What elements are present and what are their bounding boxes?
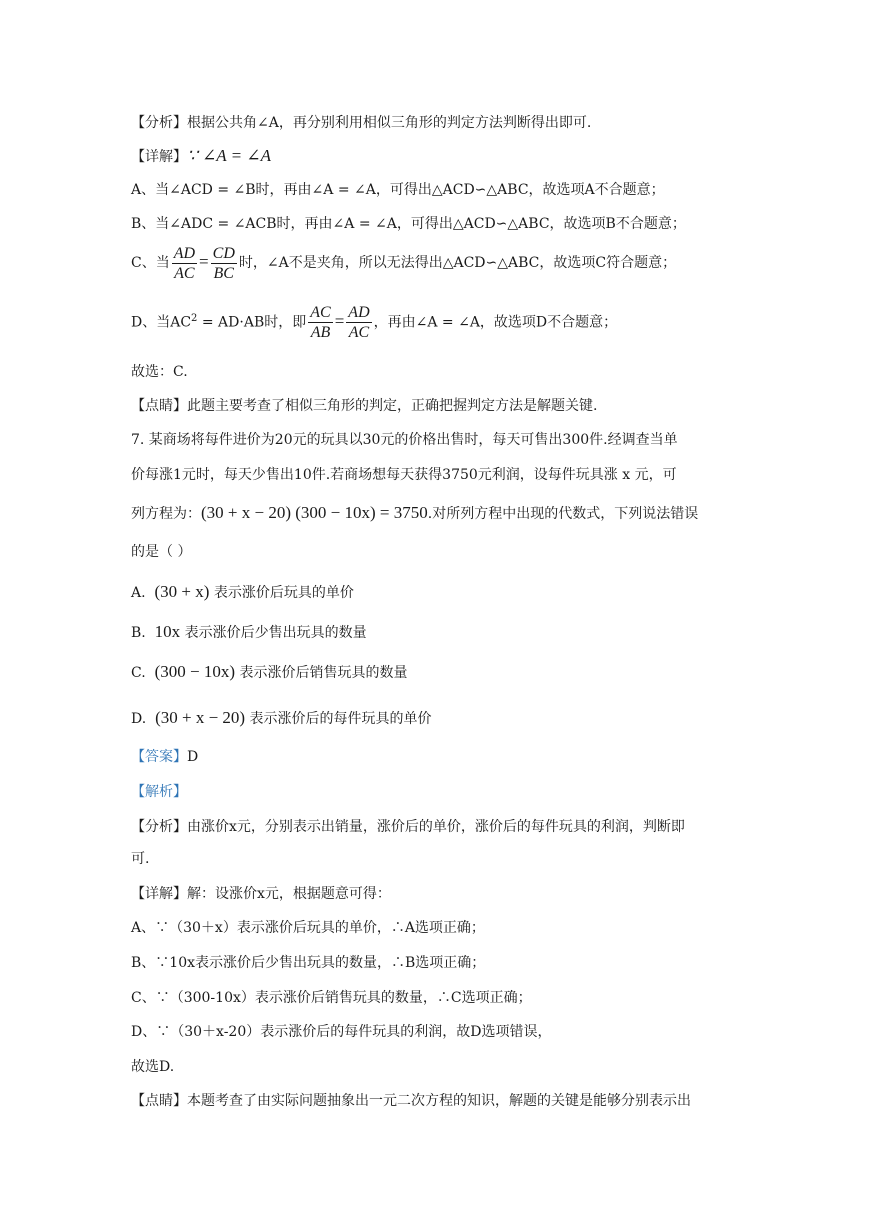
option-label: B. [131, 625, 146, 641]
option-d-prefix: D、当AC [131, 314, 192, 331]
option-expr: 10x [154, 622, 181, 641]
detail-line [131, 146, 741, 167]
fraction-ad-ac-2 [346, 303, 371, 342]
option-d [131, 708, 741, 729]
question-7-line3 [131, 503, 741, 524]
exponent: 2 [191, 313, 198, 324]
option-d-explain: D、当$AC^2 = AD\cdot AB$时，即 $\frac{AC}{AB}$ = $\frac{AD}{AC}$ ，再由∠A = ∠A，故选项D不合题意； [131, 304, 618, 342]
equation-suffix: .对所列方程中出现的代数式，下列说法错误 [427, 506, 699, 522]
step-b: B、∵10x表示涨价后少售出玩具的数量，∴B选项正确； [131, 955, 486, 971]
option-expr: (30 + x) [154, 582, 210, 601]
option-a [131, 582, 741, 603]
option-c-explain: C、当 $\frac{AD}{AC}$ = $\frac{CD}{BC}$ 时，∠A不是夹角，所以无法得出△ACD∽△ABC，故选项C符合题意； [131, 244, 677, 282]
fraction-ad-ac [172, 244, 197, 283]
step-a: A、∵（30＋x）表示涨价后玩具的单价，∴A选项正确； [131, 920, 485, 936]
fraction-numerator: AC [310, 304, 331, 322]
question-7-line4: 的是（ ） [131, 544, 192, 560]
fraction-denominator: AB [310, 324, 331, 342]
question-7-line2: 价每涨1元时，每天少售出10件.若商场想每天获得3750元利润，设每件玩具涨 x 元，可 [131, 467, 677, 483]
option-c-suffix: 时，∠A不是夹角，所以无法得出△ACD∽△ABC，故选项C符合题意； [238, 255, 677, 271]
question-7-line1: 7. 某商场将每件进价为20元的玩具以30元的价格出售时，每天可售出300件.经调查当单 [131, 432, 678, 448]
fraction-denominator: AC [174, 264, 195, 282]
analysis-line [131, 113, 741, 133]
option-a-explain: A、当∠ACD = ∠B时，再由∠A = ∠A，可得出△ACD∽△ABC，故选项A不合题意； [131, 182, 665, 198]
option-text: 表示涨价后销售玩具的数量 [239, 665, 408, 681]
analysis-label: 【分析】 [131, 819, 187, 835]
option-text: 表示涨价后少售出玩具的数量 [184, 625, 367, 641]
option-c [131, 662, 741, 683]
fraction-numerator: CD [212, 244, 235, 262]
detail-label: 【详解】 [131, 886, 187, 902]
option-expr: (30 + x − 20) [155, 708, 246, 727]
comment-label: 【点睛】 [131, 1093, 187, 1109]
option-d-mid: = AD·AB时，即 [197, 314, 307, 331]
equation-prefix: 列方程为： [131, 506, 201, 522]
equation: (30 + x − 20) (300 − 10x) = 3750 [201, 503, 428, 522]
option-expr: (300 − 10x) [154, 662, 235, 681]
comment-line [131, 396, 741, 416]
choose-2-line: 故选D. [131, 1059, 175, 1075]
analysis-2-line2: 可. [131, 851, 150, 867]
comment-2-line [131, 1091, 741, 1111]
fraction-numerator: AD [348, 304, 370, 322]
option-d-suffix: ，再由∠A = ∠A，故选项D不合题意； [373, 314, 618, 331]
option-label: D. [131, 711, 147, 727]
detail-2-line [131, 884, 741, 904]
step-c: C、∵（300-10x）表示涨价后销售玩具的数量，∴C选项正确； [131, 990, 532, 1006]
option-text: 表示涨价后玩具的单价 [213, 585, 354, 601]
fraction-denominator: BC [213, 264, 234, 282]
option-text: 表示涨价后的每件玩具的单价 [249, 711, 432, 727]
option-b-explain: B、当∠ADC = ∠ACB时，再由∠A = ∠A，可得出△ACD∽△ABC，故选项B不合题意； [131, 216, 686, 232]
answer-label: 【答案】 [131, 749, 187, 765]
detail-label: 【详解】 [131, 149, 187, 165]
fraction-ac-ab [308, 303, 332, 342]
choose-line: 故选：C. [131, 364, 188, 380]
answer-line [131, 747, 741, 767]
answer-value: D [187, 749, 199, 765]
comment-text: 本题考查了由实际问题抽象出一元二次方程的知识，解题的关键是能够分别表示出 [187, 1093, 691, 1109]
jiexi-label: 【解析】 [131, 784, 187, 800]
detail-text: ∵ ∠A = ∠A [187, 146, 271, 165]
comment-label: 【点睛】 [131, 398, 187, 414]
option-c-prefix: C、当 [131, 255, 170, 271]
analysis-label: 【分析】 [131, 115, 187, 131]
comment-text: 此题主要考查了相似三角形的判定，正确把握判定方法是解题关键. [187, 398, 598, 414]
analysis-text: 根据公共角∠A，再分别利用相似三角形的判定方法判断得出即可. [187, 115, 592, 131]
analysis-text: 由涨价x元，分别表示出销量，涨价后的单价，涨价后的每件玩具的利润，判断即 [187, 819, 685, 835]
option-label: C. [131, 665, 146, 681]
fraction-numerator: AD [173, 244, 196, 262]
option-label: A. [131, 585, 146, 601]
step-d: D、∵（30＋x-20）表示涨价后的每件玩具的利润，故D选项错误， [131, 1024, 552, 1040]
fraction-cd-bc [211, 244, 237, 283]
detail-text: 解：设涨价x元，根据题意可得： [187, 886, 391, 902]
analysis-2-line1 [131, 817, 741, 837]
fraction-denominator: AC [348, 324, 370, 342]
option-b [131, 622, 741, 643]
